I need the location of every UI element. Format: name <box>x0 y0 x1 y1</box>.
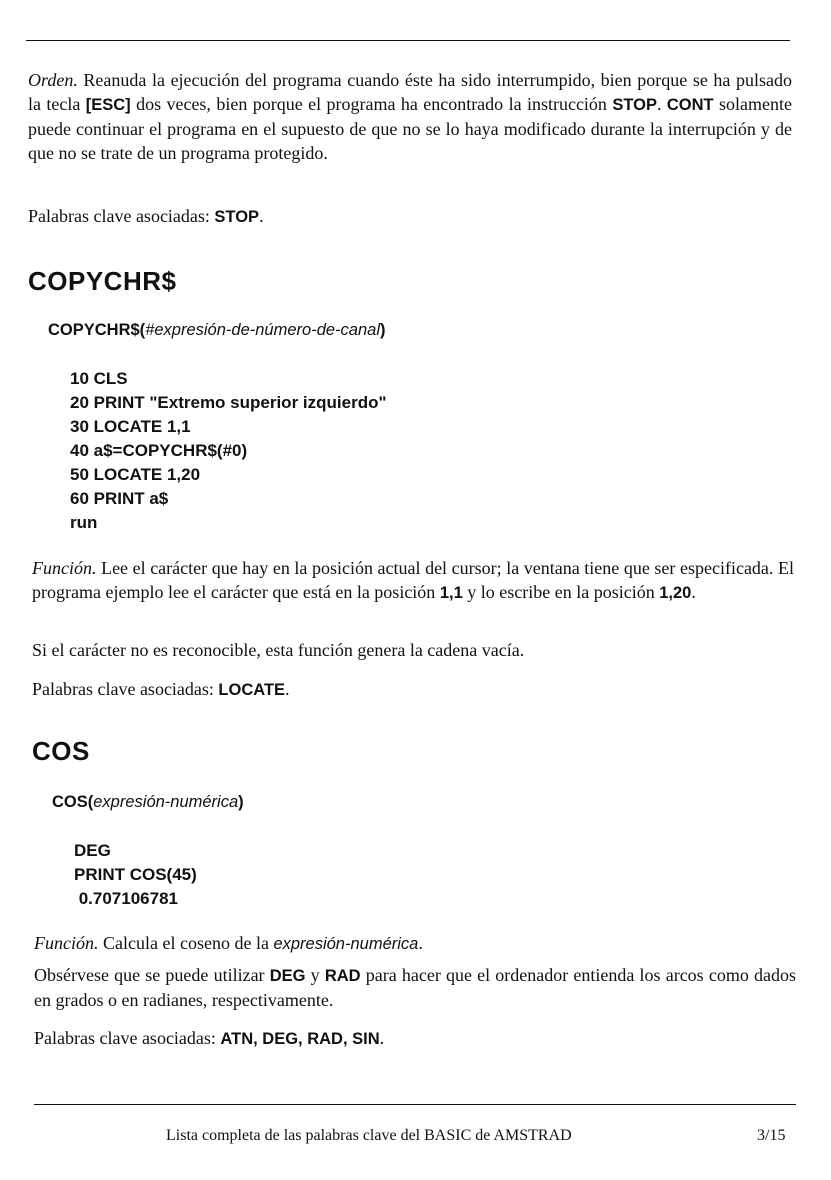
code-line: 50 LOCATE 1,20 <box>70 465 201 484</box>
copychr-associated-keywords: Palabras clave asociadas: LOCATE. <box>32 679 290 699</box>
cos-heading: COS <box>32 736 90 766</box>
footer-title: Lista completa de las palabras clave del BASIC de AMSTRAD <box>166 1127 572 1144</box>
cont-description: Orden. Reanuda la ejecución del programa cuando éste ha sido interrumpido, bien porque se ha pulsado la tecla [ESC] dos veces, bien porque el programa ha encontrado la instrucción STOP. CONT solamente puede continuar el programa en el supuesto de que no se lo haya modificado durante la interrupción y de que no se trate de un programa protegido. <box>28 70 792 163</box>
copychr-function-description: Función. Lee el carácter que hay en la posición actual del cursor; la ventana tiene que ser especificada. El programa ejemplo lee el carácter que está en la posición 1,1 y lo escribe en la posición 1,20. <box>32 558 794 602</box>
top-rule <box>26 40 790 41</box>
cont-associated-keywords: Palabras clave asociadas: STOP. <box>28 206 264 226</box>
code-line: PRINT COS(45) <box>74 865 197 884</box>
cos-code-example <box>74 839 197 911</box>
code-line: 30 LOCATE 1,1 <box>70 417 191 436</box>
code-line: 20 PRINT "Extremo superior izquierdo" <box>70 393 387 412</box>
cos-syntax: COS(expresión-numérica) <box>52 793 244 811</box>
cos-function-description: Función. Calcula el coseno de la expresión-numérica. <box>34 933 423 953</box>
cos-note: Obsérvese que se puede utilizar DEG y RAD para hacer que el ordenador entienda los arcos como dados en grados o en radianes, respectivamente. <box>34 965 796 1010</box>
copychr-code-example <box>70 367 387 535</box>
orden-label: Orden. <box>28 70 78 90</box>
code-line: 10 CLS <box>70 369 128 388</box>
code-line: DEG <box>74 841 111 860</box>
copychr-note: Si el carácter no es reconocible, esta función genera la cadena vacía. <box>32 640 525 660</box>
page-number: 3/15 <box>757 1127 786 1144</box>
bottom-rule <box>34 1104 796 1105</box>
code-line: 0.707106781 <box>74 889 178 908</box>
code-line: 60 PRINT a$ <box>70 489 169 508</box>
code-line: 40 a$=COPYCHR$(#0) <box>70 441 248 460</box>
copychr-heading: COPYCHR$ <box>28 266 177 296</box>
copychr-syntax: COPYCHR$(#expresión-de-número-de-canal) <box>48 321 386 339</box>
code-line: run <box>70 513 98 532</box>
cos-associated-keywords: Palabras clave asociadas: ATN, DEG, RAD, SIN. <box>34 1028 385 1048</box>
